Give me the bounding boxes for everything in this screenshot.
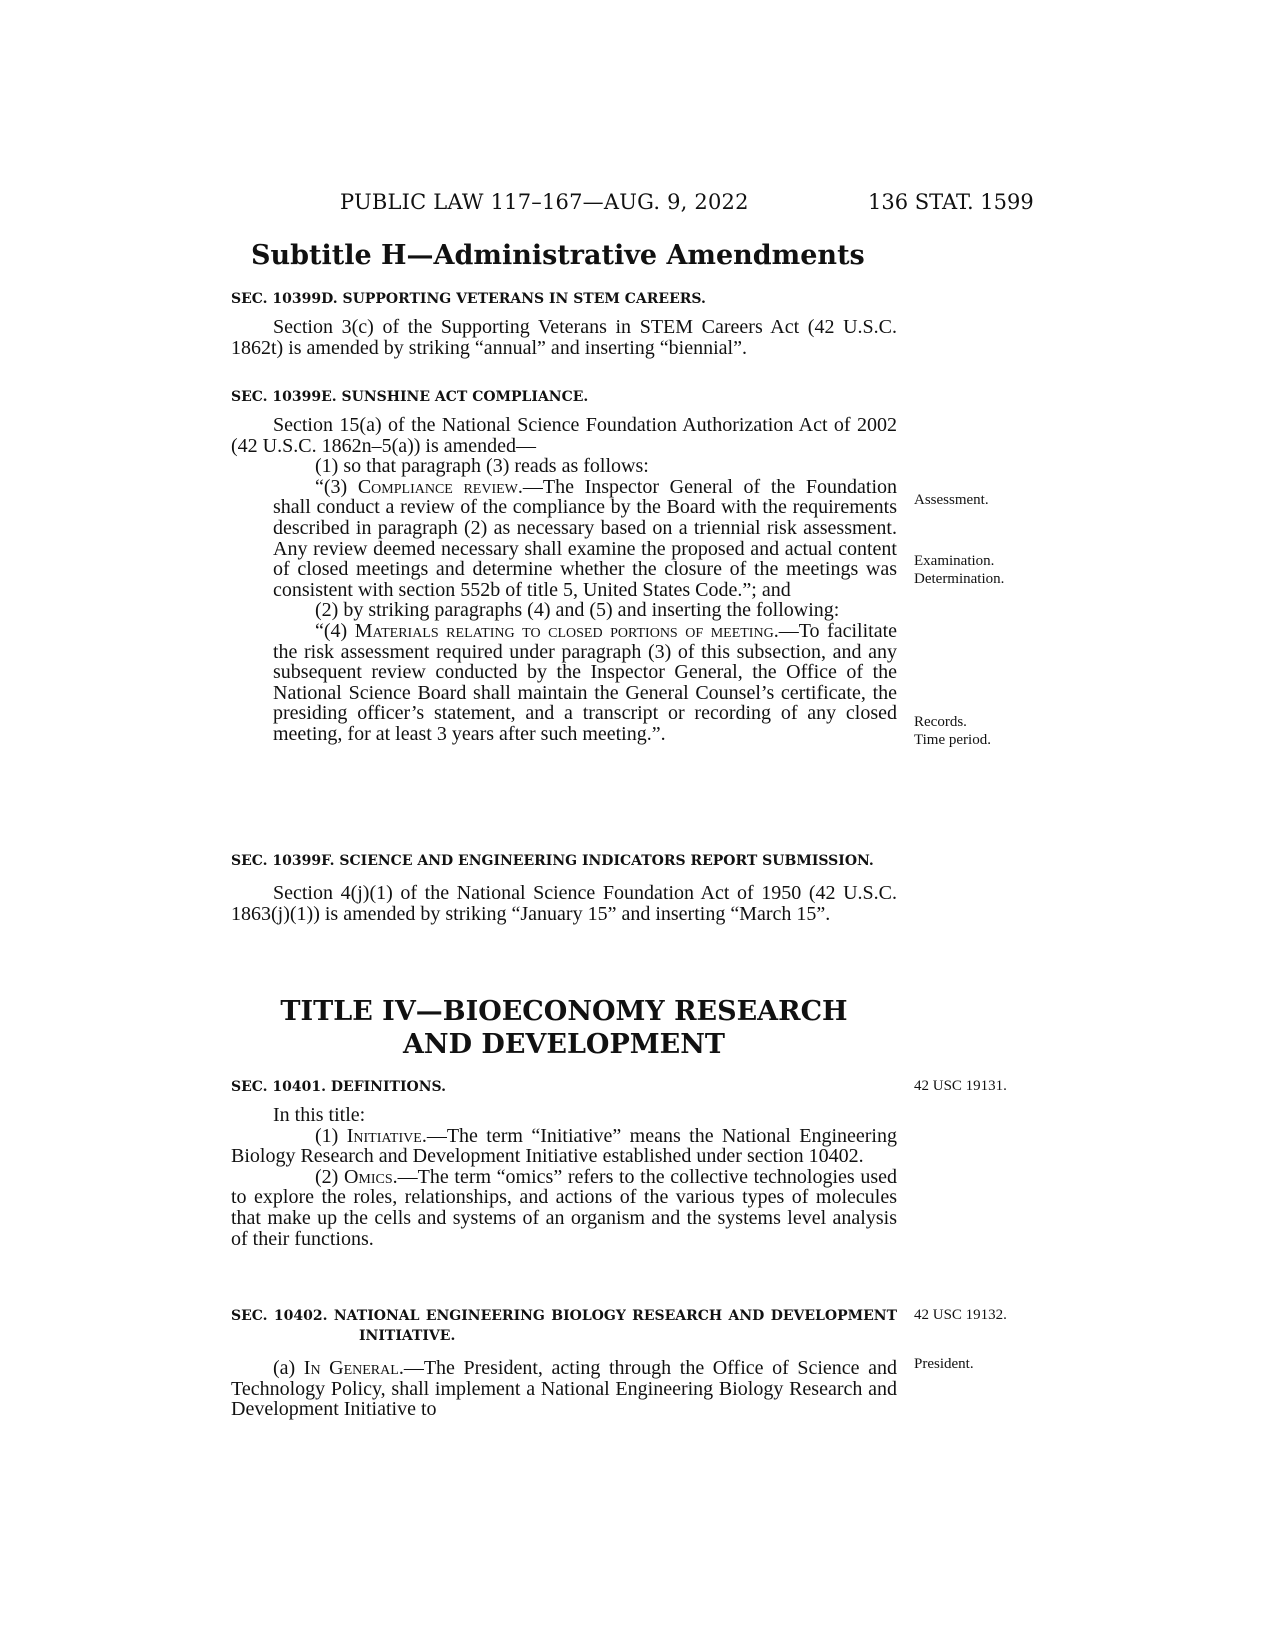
subsection-a (231, 1358, 897, 1420)
section-heading: SEC. 10402. NATIONAL ENGINEERING BIOLOGY RESEARCH AND DEVELOPMENT INITIATIVE. (231, 1308, 897, 1344)
margin-note-determination: Determination. (914, 571, 1005, 587)
section-text: Section 4(j)(1) of the National Science Foundation Act of 1950 (42 U.S.C. 1863(j)(1)) is amended by striking “January 15” and inserting “March 15”. (231, 882, 897, 925)
section-heading: SEC. 10399E. SUNSHINE ACT COMPLIANCE. (231, 389, 589, 405)
section-intro: In this title: (273, 1104, 366, 1126)
margin-note-assessment: Assessment. (914, 492, 989, 508)
definition-1-caption: Initiative (346, 1124, 422, 1147)
margin-note-usc-19131: 42 USC 19131. (914, 1078, 1007, 1094)
section-10399f (231, 851, 897, 924)
section-heading: SEC. 10401. DEFINITIONS. (231, 1079, 446, 1095)
section-10399d (231, 289, 897, 358)
title-line-1: TITLE IV—BIOECONOMY RESEARCH (280, 996, 848, 1027)
definition-2-lead: (2) (315, 1165, 344, 1188)
running-head: PUBLIC LAW 117–167—AUG. 9, 2022 (340, 190, 749, 214)
section-10402 (231, 1306, 897, 1420)
paragraph-3-caption: Compliance review (357, 475, 518, 498)
paragraph-4-caption: Materials relating to closed portions of meeting (354, 619, 774, 642)
title-heading (231, 995, 897, 1061)
subsection-a-lead: (a) (273, 1357, 304, 1379)
page-number: 136 STAT. 1599 (868, 190, 1034, 214)
subsection-a-body: .—The President, acting through the Office of Science and Technology Policy, shall implement a National Engineering Biology Research and Development Initiative to (231, 1357, 897, 1421)
margin-note-usc-19132: 42 USC 19132. (914, 1307, 1007, 1323)
section-heading: SEC. 10399D. SUPPORTING VETERANS IN STEM CAREERS. (231, 291, 706, 307)
amendment-item-1: (1) so that paragraph (3) reads as follows: (315, 455, 649, 478)
section-10399e (231, 387, 897, 745)
section-text: Section 3(c) of the Supporting Veterans in STEM Careers Act (42 U.S.C. 1862t) is amended by striking “annual” and inserting “biennial”. (231, 316, 897, 359)
paragraph-4-text (231, 621, 897, 745)
definition-1 (231, 1126, 897, 1167)
paragraph-3-text (231, 477, 897, 601)
subsection-a-caption: In General (303, 1357, 399, 1379)
paragraph-3-lead: “(3) (315, 475, 358, 498)
margin-note-examination: Examination. (914, 553, 995, 569)
definition-2 (231, 1167, 897, 1249)
section-heading: SEC. 10399F. SCIENCE AND ENGINEERING INDICATORS REPORT SUBMISSION. (231, 853, 874, 869)
margin-note-president: President. (914, 1356, 974, 1372)
definition-1-lead: (1) (315, 1124, 347, 1147)
margin-note-records: Records. (914, 714, 967, 730)
section-10401 (231, 1077, 897, 1249)
section-intro: Section 15(a) of the National Science Foundation Authorization Act of 2002 (42 U.S.C. 1862n–5(a)) is amended— (231, 414, 897, 457)
margin-note-time-period: Time period. (914, 732, 991, 748)
subtitle-heading: Subtitle H—Administrative Amendments (251, 240, 865, 271)
definition-2-body: .—The term “omics” refers to the collective technologies used to explore the roles, relationships, and actions of the various types of molecules that make up the cells and systems of an organism and the systems level analysis of their functions. (231, 1165, 897, 1250)
paragraph-4-body: .—To facilitate the risk assessment required under paragraph (3) of this subsection, and any subsequent review conducted by the Inspector General, the Office of the National Science Board shall maintain the General Counsel’s certificate, the presiding officer’s statement, and a transcript or recording of any closed meeting, for at least 3 years after such meeting.”. (273, 619, 897, 745)
amendment-item-2: (2) by striking paragraphs (4) and (5) and inserting the following: (315, 599, 840, 622)
title-line-2: AND DEVELOPMENT (402, 1029, 725, 1060)
paragraph-3-body: .—The Inspector General of the Foundation shall conduct a review of the compliance by the Board with the requirements described in paragraph (2) as necessary based on a triennial risk assessment. Any review deemed necessary shall examine the proposed and actual content of closed meetings and determine whether the closure of the meetings was consistent with section 552b of title 5, United States Code.”; and (273, 475, 897, 601)
definition-2-caption: Omics (343, 1165, 393, 1188)
paragraph-4-lead: “(4) (315, 619, 355, 642)
definition-1-body: .—The term “Initiative” means the National Engineering Biology Research and Development Initiative established under section 10402. (231, 1124, 897, 1168)
